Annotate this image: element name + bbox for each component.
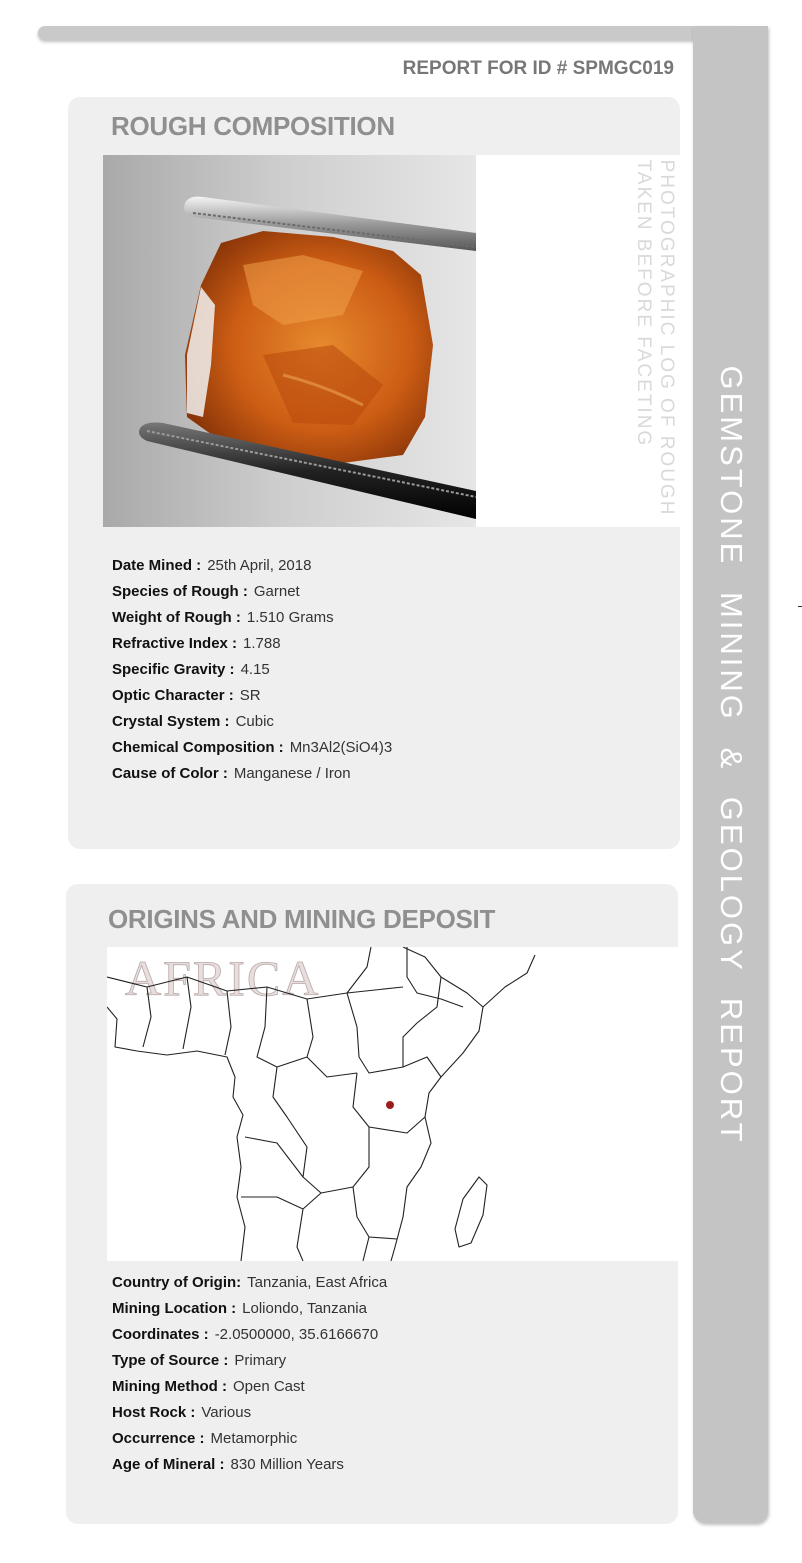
property-row bbox=[112, 1374, 387, 1400]
property-label: Mining Method : bbox=[112, 1378, 227, 1395]
property-value: Garnet bbox=[253, 583, 300, 600]
report-id: REPORT FOR ID # SPMGC019 bbox=[402, 58, 674, 79]
rough-properties-list bbox=[112, 553, 392, 787]
property-label: Age of Mineral : bbox=[112, 1456, 225, 1473]
africa-map bbox=[107, 947, 678, 1261]
property-label: Chemical Composition : bbox=[112, 739, 284, 756]
property-row bbox=[112, 605, 392, 631]
property-value: 1.510 Grams bbox=[246, 609, 334, 626]
property-value: SR bbox=[239, 687, 261, 704]
property-value: 25th April, 2018 bbox=[207, 557, 312, 574]
property-label: Mining Location : bbox=[112, 1300, 237, 1317]
property-value: Metamorphic bbox=[210, 1430, 298, 1447]
map-region-label: AFRICA bbox=[125, 950, 321, 1006]
property-row bbox=[112, 1400, 387, 1426]
photo-caption-line-1: PHOTOGRAPHIC LOG OF ROUGH bbox=[656, 159, 677, 517]
property-label: Occurrence : bbox=[112, 1430, 205, 1447]
top-rule bbox=[38, 26, 738, 40]
photo-caption bbox=[632, 160, 678, 517]
property-value: Cubic bbox=[235, 713, 274, 730]
property-label: Date Mined : bbox=[112, 557, 202, 574]
property-row bbox=[112, 631, 392, 657]
property-row bbox=[112, 1348, 387, 1374]
property-label: Host Rock : bbox=[112, 1404, 196, 1421]
property-label: Crystal System : bbox=[112, 713, 230, 730]
property-value: Various bbox=[201, 1404, 252, 1421]
property-row bbox=[112, 735, 392, 761]
property-row bbox=[112, 1452, 387, 1478]
property-row bbox=[112, 1296, 387, 1322]
side-report-title: GEMSTONE MINING & GEOLOGY REPORT bbox=[714, 365, 749, 1145]
property-value: Tanzania, East Africa bbox=[247, 1274, 388, 1291]
property-label: Type of Source : bbox=[112, 1352, 229, 1369]
property-label: Coordinates : bbox=[112, 1326, 209, 1343]
property-value: -2.0500000, 35.6166670 bbox=[214, 1326, 379, 1343]
rough-section-title: ROUGH COMPOSITION bbox=[111, 111, 395, 141]
property-label: Country of Origin: bbox=[112, 1274, 242, 1291]
property-row bbox=[112, 709, 392, 735]
property-value: 1.788 bbox=[243, 635, 281, 652]
property-row bbox=[112, 553, 392, 579]
property-label: Optic Character : bbox=[112, 687, 234, 704]
property-row bbox=[112, 683, 392, 709]
property-row bbox=[112, 579, 392, 605]
mining-location-icon bbox=[386, 1101, 394, 1109]
property-value: Primary bbox=[234, 1352, 287, 1369]
property-row bbox=[112, 1270, 387, 1296]
property-label: Specific Gravity : bbox=[112, 661, 235, 678]
property-value: Loliondo, Tanzania bbox=[242, 1300, 367, 1317]
property-value: Open Cast bbox=[232, 1378, 305, 1395]
property-label: Weight of Rough : bbox=[112, 609, 241, 626]
property-value: Mn3Al2(SiO4)3 bbox=[289, 739, 393, 756]
property-row bbox=[112, 1322, 387, 1348]
origins-section-title: ORIGINS AND MINING DEPOSIT bbox=[108, 904, 496, 934]
property-value: 830 Million Years bbox=[230, 1456, 344, 1473]
property-value: 4.15 bbox=[240, 661, 270, 678]
property-row bbox=[112, 657, 392, 683]
photo-caption-line-2: TAKEN BEFORE FACETING bbox=[633, 159, 654, 448]
edge-tick bbox=[798, 606, 802, 607]
property-label: Cause of Color : bbox=[112, 765, 228, 782]
rough-gem-photo bbox=[103, 155, 476, 527]
property-value: Manganese / Iron bbox=[233, 765, 351, 782]
property-label: Refractive Index : bbox=[112, 635, 238, 652]
origin-properties-list bbox=[112, 1270, 387, 1478]
property-label: Species of Rough : bbox=[112, 583, 248, 600]
property-row bbox=[112, 1426, 387, 1452]
property-row bbox=[112, 761, 392, 787]
